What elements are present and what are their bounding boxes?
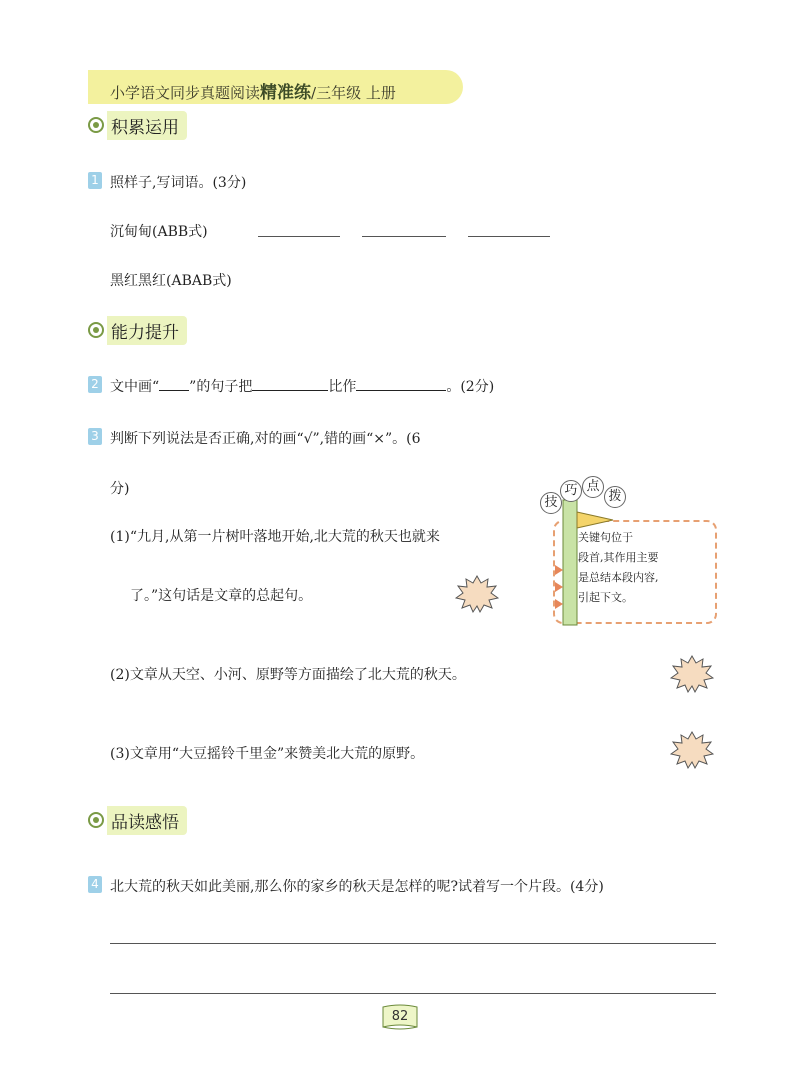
q1-row1-label: 沉甸甸(ABB式) — [110, 224, 208, 240]
question-number: 2 — [88, 376, 102, 393]
question-4-prompt: 北大荒的秋天如此美丽,那么你的家乡的秋天是怎样的呢?试着写一个片段。(4分) — [110, 879, 604, 895]
section-accumulation — [88, 113, 187, 137]
answer-blank[interactable] — [356, 376, 446, 391]
writing-line[interactable] — [110, 993, 716, 994]
answer-blank[interactable] — [468, 236, 550, 237]
question-number: 3 — [88, 428, 102, 445]
section-title: 积累运用 — [107, 111, 187, 140]
grade-label: /三年级 上册 — [311, 84, 396, 102]
tip-badge-char: 点 — [582, 476, 604, 498]
section-title: 能力提升 — [107, 316, 187, 345]
tip-badge-char: 拨 — [604, 486, 626, 508]
q1-row2-label: 黑红黑红(ABAB式) — [110, 273, 232, 289]
bullet-circle-icon — [88, 117, 104, 133]
tip-badge-char: 巧 — [560, 480, 582, 502]
page-number: 82 — [391, 1009, 409, 1024]
question-number: 4 — [88, 876, 102, 893]
q3-item3: (3)文章用“大豆摇铃千里金”来赞美北大荒的原野。 — [110, 746, 425, 762]
bullet-circle-icon — [88, 812, 104, 828]
section-reading — [88, 808, 187, 832]
leaf-answer-box[interactable] — [455, 574, 499, 614]
answer-blank[interactable] — [362, 236, 446, 237]
q2-text-c: 比作 — [328, 379, 357, 395]
question-number: 1 — [88, 172, 102, 189]
q2-text-d: 。(2分) — [446, 379, 495, 395]
answer-blank[interactable] — [258, 236, 340, 237]
answer-blank[interactable] — [159, 376, 189, 391]
q2-text-a: 文中画“ — [110, 379, 160, 395]
leaf-answer-box[interactable] — [670, 730, 714, 770]
section-title: 品读感悟 — [107, 806, 187, 835]
book-header — [110, 78, 396, 103]
q3-item1-line2: 了。”这句话是文章的总起句。 — [130, 588, 313, 604]
q2-text-b: ”的句子把 — [189, 379, 253, 395]
brand-title: 精准练 — [260, 83, 312, 103]
tip-badge — [540, 480, 640, 510]
answer-blank[interactable] — [252, 376, 328, 391]
leaf-answer-box[interactable] — [670, 654, 714, 694]
question-3-prompt-cont: 分) — [110, 481, 130, 497]
question-3-prompt: 判断下列说法是否正确,对的画“√”,错的画“×”。(6 — [110, 431, 421, 447]
bullet-circle-icon — [88, 322, 104, 338]
writing-line[interactable] — [110, 943, 716, 944]
question-1-prompt: 照样子,写词语。(3分) — [110, 175, 247, 191]
section-ability — [88, 318, 187, 342]
q3-item2: (2)文章从天空、小河、原野等方面描绘了北大荒的秋天。 — [110, 667, 466, 683]
series-title: 小学语文同步真题阅读 — [110, 84, 261, 102]
question-2-prompt — [110, 376, 494, 396]
q3-item1-line1: (1)“九月,从第一片树叶落地开始,北大荒的秋天也就来 — [110, 529, 440, 545]
tip-badge-char: 技 — [540, 492, 562, 514]
tip-text: 关键句位于 段首,其作用主要 是总结本段内容, 引起下文。 — [578, 531, 659, 604]
